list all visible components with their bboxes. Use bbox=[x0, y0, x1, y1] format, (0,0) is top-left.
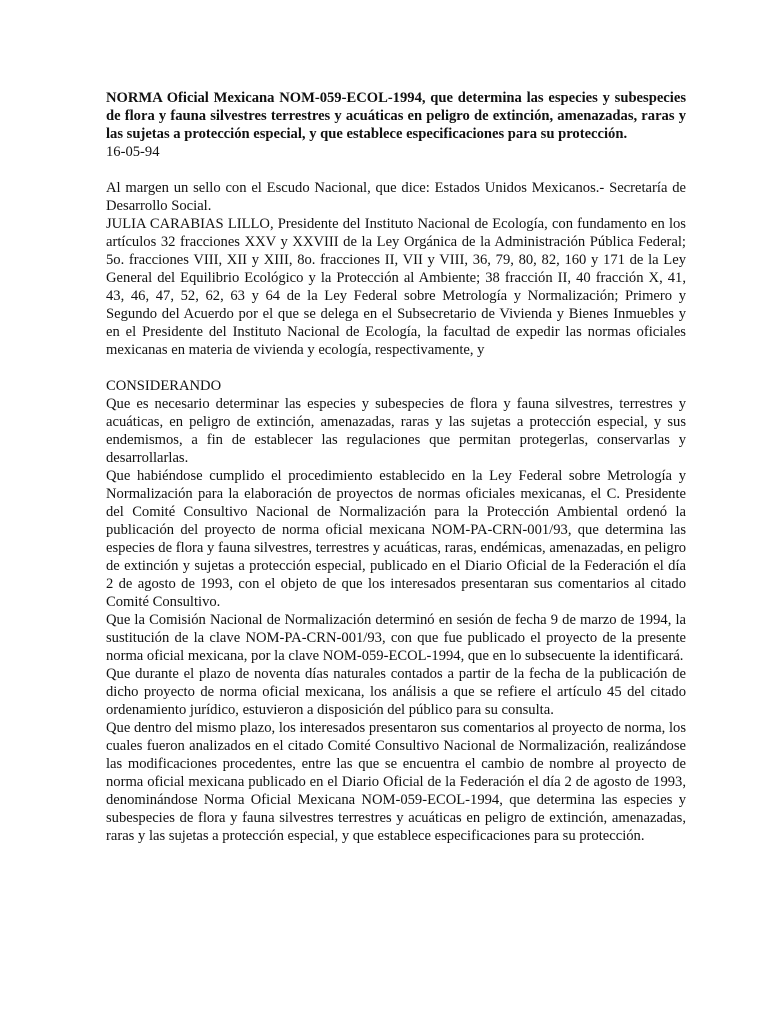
seal-paragraph: Al margen un sello con el Escudo Nacional, que dice: Estados Unidos Mexicanos.- Secretaría de Desarrollo Social. bbox=[106, 180, 686, 214]
document-page bbox=[106, 89, 686, 845]
spacer bbox=[106, 161, 686, 179]
considerando-paragraph: Que la Comisión Nacional de Normalización determinó en sesión de fecha 9 de marzo de 1994, la sustitución de la clave NOM-PA-CRN-001/93, con que fue publicado el proyecto de la presente norma oficial mexicana, por la clave NOM-059-ECOL-1994, que en lo subsecuente la identificará. bbox=[106, 612, 686, 664]
considerando-heading: CONSIDERANDO bbox=[106, 378, 222, 394]
considerando-paragraph: Que dentro del mismo plazo, los interesados presentaron sus comentarios al proyecto de norma, los cuales fueron analizados en el citado Comité Consultivo Nacional de Normalización, realizándose las modificaciones procedentes, entre las que se encuentra el cambio de nombre al proyecto de norma oficial mexicana publicado en el Diario Oficial de la Federación el día 2 de agosto de 1993, denominándose Norma Oficial Mexicana NOM-059-ECOL-1994, que determina las especies y subespecies de flora y fauna silvestres terrestres y acuáticas en peligro de extinción, amenazadas, raras y las sujetas a protección especial, y que establece especificaciones para su protección. bbox=[106, 720, 686, 844]
preamble-paragraph: JULIA CARABIAS LILLO, Presidente del Instituto Nacional de Ecología, con fundamento en los artículos 32 fracciones XXV y XXVIII de la Ley Orgánica de la Administración Pública Federal; 5o. fracciones VIII, XII y XIII, 8o. fracciones II, VII y VIII, 36, 79, 80, 82, 160 y 171 de la Ley General del Equilibrio Ecológico y la Protección al Ambiente; 38 fracción II, 40 fracción X, 41, 43, 46, 47, 52, 62, 63 y 64 de la Ley Federal sobre Metrología y Normalización; Primero y Segundo del Acuerdo por el que se delega en el Subsecretario de Vivienda y Bienes Inmuebles y en el Presidente del Instituto Nacional de Ecología, la facultad de expedir las normas oficiales mexicanas en materia de vivienda y ecología, respectivamente, y bbox=[106, 216, 686, 358]
document-title: NORMA Oficial Mexicana NOM-059-ECOL-1994, que determina las especies y subespecies de flora y fauna silvestres terrestres y acuáticas en peligro de extinción, amenazadas, raras y las sujetas a protección especial, y que establece especificaciones para su protección. bbox=[106, 90, 686, 142]
considerando-paragraph: Que es necesario determinar las especies y subespecies de flora y fauna silvestres, terrestres y acuáticas, en peligro de extinción, amenazadas, raras y las sujetas a protección especial, y sus endemismos, a fin de establecer las regulaciones que permitan protegerlas, conservarlas y desarrollarlas. bbox=[106, 396, 686, 466]
considerando-paragraph: Que habiéndose cumplido el procedimiento establecido en la Ley Federal sobre Metrología y Normalización para la elaboración de proyectos de normas oficiales mexicanas, el C. Presidente del Comité Consultivo Nacional de Normalización para la Protección Ambiental ordenó la publicación del proyecto de norma oficial mexicana NOM-PA-CRN-001/93, que determina las especies de flora y fauna silvestres, terrestres y acuáticas, raras, endémicas, amenazadas, en peligro de extinción y sujetas a protección especial, publicado en el Diario Oficial de la Federación el día 2 de agosto de 1993, con el objeto de que los interesados presentaran sus comentarios al citado Comité Consultivo. bbox=[106, 468, 686, 610]
considerando-paragraph: Que durante el plazo de noventa días naturales contados a partir de la fecha de la publicación de dicho proyecto de norma oficial mexicana, los análisis a que se refiere el artículo 45 del citado ordenamiento jurídico, estuvieron a disposición del público para su consulta. bbox=[106, 666, 686, 718]
spacer bbox=[106, 359, 686, 377]
publication-date: 16-05-94 bbox=[106, 144, 160, 160]
